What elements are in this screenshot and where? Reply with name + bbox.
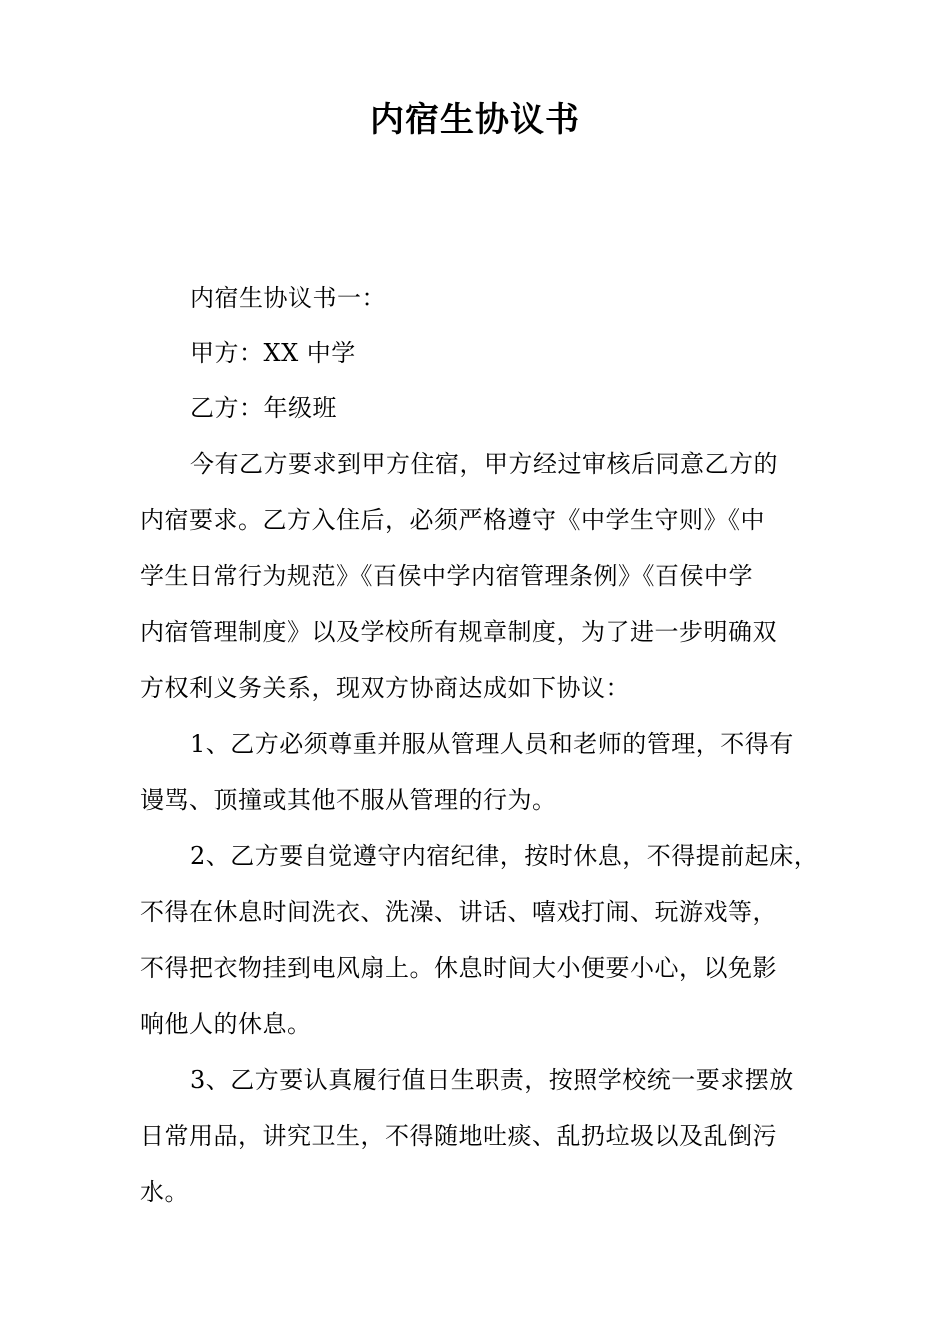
preamble-line: 学生日常行为规范》《百侯中学内宿管理条例》《百侯中学 (140, 562, 753, 590)
clause-2-line: 不得把衣物挂到电风扇上。休息时间大小便要小心，以免影 (140, 954, 777, 982)
clause-2-line: 响他人的休息。 (140, 1010, 312, 1038)
clause-1-line: 谩骂、顶撞或其他不服从管理的行为。 (140, 786, 557, 814)
preamble-line: 内宿要求。乙方入住后，必须严格遵守《中学生守则》《中 (140, 506, 765, 534)
party-a-line: 甲方：XX 中学 (190, 339, 356, 367)
clause-2-line: 2、乙方要自觉遵守内宿纪律，按时休息，不得提前起床， (190, 842, 819, 870)
preamble-line: 内宿管理制度》以及学校所有规章制度，为了进一步明确双 (140, 618, 777, 646)
clause-3-line: 日常用品，讲究卫生，不得随地吐痰、乱扔垃圾以及乱倒污 (140, 1122, 777, 1150)
clause-1-line: 1、乙方必须尊重并服从管理人员和老师的管理，不得有 (190, 730, 794, 758)
document-title: 内宿生协议书 (370, 100, 580, 140)
preamble-line: 今有乙方要求到甲方住宿，甲方经过审核后同意乙方的 (190, 450, 778, 478)
preamble-line: 方权利义务关系，现双方协商达成如下协议： (140, 674, 630, 702)
agreement-subtitle: 内宿生协议书一： (190, 284, 386, 312)
party-b-line: 乙方：年级班 (190, 394, 337, 422)
clause-3-line: 3、乙方要认真履行值日生职责，按照学校统一要求摆放 (190, 1066, 794, 1094)
clause-3-line: 水。 (140, 1178, 189, 1206)
clause-2-line: 不得在休息时间洗衣、洗澡、讲话、嘻戏打闹、玩游戏等， (140, 898, 777, 926)
